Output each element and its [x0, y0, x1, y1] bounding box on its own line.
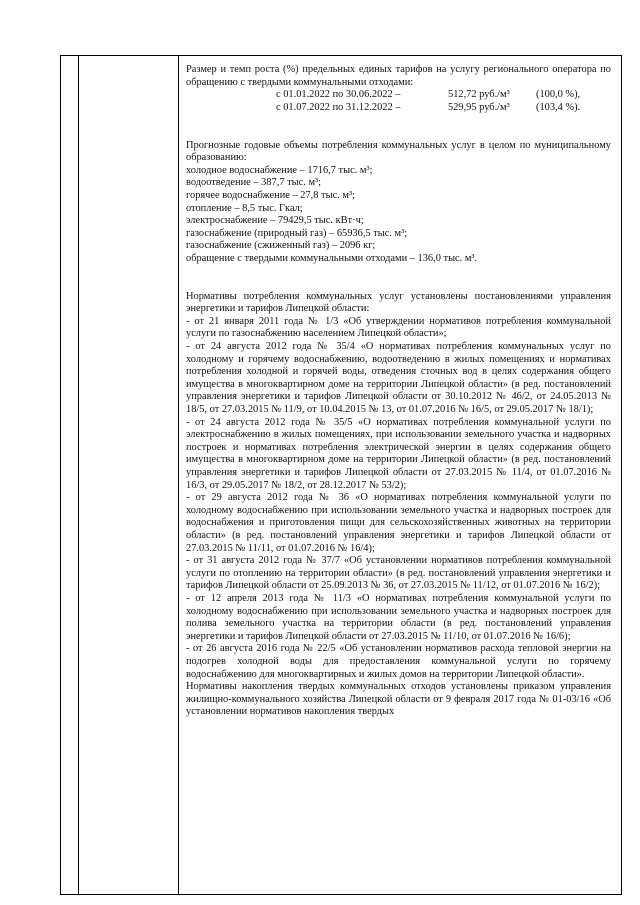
- norm-item: - от 26 августа 2016 года № 22/5 «Об установлении нормативов расхода тепловой энергии на подогрев холодной воды для предоставления коммунальной услуги по горячему водоснабжению для многоквартирных и жилых домов на территории Липецкой области».: [186, 643, 611, 680]
- norm-item: - от 24 августа 2012 года № 35/4 «О нормативах потребления коммунальных услуг по холодному и горячему водоснабжению, водоотведению в жилых помещениях и нормативах потребления холодной и горячей воды, отведения сточных вод в целях содержания общего имущества в многоквартирном доме на территории Липецкой области» (в ред. постановлений управления энергетики и тарифов Липецкой области от 30.10.2012 № 46/2, от 24.05.2013 № 18/5, от 27.03.2015 № 11/9, от 10.04.2015 № 13, от 01.07.2016 № 16/5, от 29.05.2017 № 18/1);: [186, 341, 611, 416]
- tariff-percent: (103,4 %).: [536, 101, 581, 113]
- norms-intro: Нормативы потребления коммунальных услуг установлены постановлениями управления энергетики и тарифов Липецкой области:: [186, 290, 611, 315]
- norm-item: - от 24 августа 2012 года № 35/5 «О нормативах потребления коммунальной услуги по электроснабжению в жилых помещениях, при использовании земельного участка и надворных построек и нормативах потребления электрической энергии в целях содержания общего имущества в многоквартирном доме на территории Липецкой области» (в ред. постановлений управления энергетики и тарифов Липецкой области от 27.03.2015 № 11/4, от 01.07.2016 № 16/3, от 29.05.2017 № 18/2, от 28.12.2017 № 53/2);: [186, 416, 611, 491]
- tariff-period: с 01.01.2022 по 30.06.2022 –: [276, 89, 401, 101]
- volume-item: электроснабжение – 79429,5 тыс. кВт·ч;: [186, 215, 364, 227]
- document-table: [60, 55, 622, 895]
- volume-item: газоснабжение (природный газ) – 65936,5 тыс. м³;: [186, 227, 408, 239]
- column-divider: [178, 56, 179, 894]
- norm-item: - от 29 августа 2012 года № 36 «О нормативах потребления коммунальной услуги по холодному водоснабжению при использовании земельного участка и надворных построек для водоснабжения и приготовления пищи для сельскохозяйственных животных на территории области» (в ред. постановлений управления энергетики и тарифов Липецкой области от 27.03.2015 № 11/11, от 01.07.2016 № 16/4);: [186, 492, 611, 554]
- volume-item: газоснабжение (сжиженный газ) – 2096 кг;: [186, 240, 376, 252]
- volume-item: холодное водоснабжение – 1716,7 тыс. м³;: [186, 164, 373, 176]
- tariff-period: с 01.07.2022 по 31.12.2022 –: [276, 101, 401, 113]
- volume-item: обращение с твердыми коммунальными отходами – 136,0 тыс. м³.: [186, 252, 478, 264]
- volume-item: отопление – 8,5 тыс. Гкал;: [186, 202, 303, 214]
- tariff-row: [186, 89, 611, 102]
- tariff-percent: (100,0 %),: [536, 89, 581, 101]
- norm-item: - от 31 августа 2012 года № 37/7 «Об установлении нормативов потребления коммунальной услуги по отоплению на территории области» (в ред. постановлений управления энергетики и тарифов Липецкой области от 25.09.2013 № 36, от 27.03.2015 № 11/12, от 01.07.2016 № 16/2);: [186, 555, 611, 592]
- norm-item: - от 21 января 2011 года № 1/3 «Об утверждении нормативов потребления коммунальной услуги по газоснабжению населением Липецкой области»;: [186, 315, 611, 340]
- tariffs-intro: Размер и темп роста (%) предельных единых тарифов на услугу регионального оператора по обращению с твердыми коммунальными отходами:: [186, 64, 611, 88]
- volume-item: водоотведение – 387,7 тыс. м³;: [186, 177, 322, 189]
- tariff-price: 512,72 руб./м³: [448, 89, 510, 101]
- accumulation-paragraph: Нормативы накопления твердых коммунальных отходов установлены приказом управления жилищно-коммунального хозяйства Липецкой области от 9 февраля 2017 года № 01-03/16 «Об установлении нормативов накопления твердых: [186, 681, 611, 718]
- column-divider: [78, 56, 79, 894]
- norm-item: - от 12 апреля 2013 года № 11/3 «О нормативах потребления коммунальной услуги по холодному водоснабжению при использовании земельного участка и надворных построек для полива земельного участка на территории области (в ред. постановлений управления энергетики и тарифов Липецкой области от 27.03.2015 № 11/10, от 01.07.2016 № 16/6);: [186, 592, 611, 642]
- tariff-row: [186, 102, 611, 115]
- content-cell: [186, 64, 611, 719]
- volume-item: горячее водоснабжение – 27,8 тыс. м³;: [186, 189, 355, 201]
- volumes-intro: Прогнозные годовые объемы потребления коммунальных услуг в целом по муниципальному образованию:: [186, 139, 611, 164]
- tariff-price: 529,95 руб./м³: [448, 101, 510, 113]
